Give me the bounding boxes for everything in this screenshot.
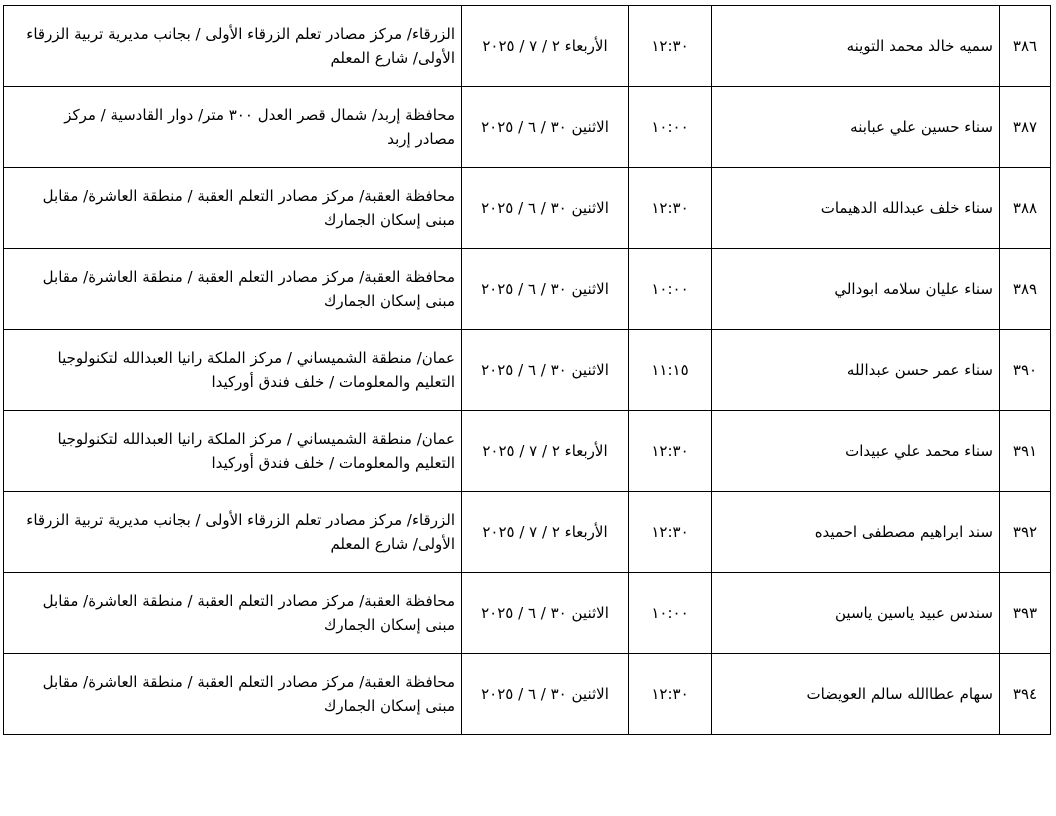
row-number-cell-text: ٣٨٩	[1012, 280, 1038, 298]
row-number-cell	[1000, 249, 1051, 330]
name-cell	[712, 492, 1000, 573]
schedule-table	[3, 5, 1051, 735]
row-number-cell	[1000, 330, 1051, 411]
location-cell-text: مبنى إسكان الجمارك	[323, 211, 455, 229]
table-row	[4, 492, 1051, 573]
name-cell-text: سناء خلف عبدالله الدهيمات	[820, 199, 993, 217]
location-cell-text: محافظة العقبة/ مركز مصادر التعلم العقبة / منطقة العاشرة/ مقابل	[42, 673, 455, 691]
time-cell-text: ١٢:٣٠	[651, 523, 689, 541]
time-cell	[629, 249, 712, 330]
time-cell	[629, 6, 712, 87]
row-number-cell	[1000, 87, 1051, 168]
row-number-cell-text: ٣٨٦	[1012, 37, 1038, 55]
date-cell-text: الاثنين ٣٠ / ٦ / ٢٠٢٥	[481, 199, 609, 217]
date-cell	[462, 654, 629, 735]
name-cell	[712, 87, 1000, 168]
name-cell-text: سند ابراهيم مصطفى احميده	[814, 523, 993, 541]
date-cell	[462, 492, 629, 573]
name-cell-text: سميه خالد محمد التوينه	[846, 37, 993, 55]
name-cell	[712, 6, 1000, 87]
time-cell	[629, 492, 712, 573]
location-cell	[4, 249, 462, 330]
date-cell	[462, 573, 629, 654]
date-cell-text: الاثنين ٣٠ / ٦ / ٢٠٢٥	[481, 361, 609, 379]
location-cell-text: الأولى/ شارع المعلم	[330, 49, 455, 67]
time-cell-text: ١٢:٣٠	[651, 442, 689, 460]
time-cell	[629, 87, 712, 168]
name-cell	[712, 654, 1000, 735]
date-cell	[462, 168, 629, 249]
table-row	[4, 168, 1051, 249]
location-cell	[4, 654, 462, 735]
date-cell	[462, 6, 629, 87]
row-number-cell	[1000, 6, 1051, 87]
location-cell	[4, 168, 462, 249]
table-row	[4, 330, 1051, 411]
table-row	[4, 6, 1051, 87]
date-cell-text: الأربعاء ٢ / ٧ / ٢٠٢٥	[482, 523, 608, 541]
table-row	[4, 411, 1051, 492]
location-cell-text: محافظة العقبة/ مركز مصادر التعلم العقبة / منطقة العاشرة/ مقابل	[42, 268, 455, 286]
location-cell-text: محافظة العقبة/ مركز مصادر التعلم العقبة / منطقة العاشرة/ مقابل	[42, 187, 455, 205]
date-cell-text: الاثنين ٣٠ / ٦ / ٢٠٢٥	[481, 604, 609, 622]
location-cell	[4, 492, 462, 573]
schedule-table-body	[4, 6, 1051, 735]
location-cell-text: مصادر إربد	[387, 130, 455, 148]
time-cell-text: ١٢:٣٠	[651, 37, 689, 55]
time-cell-text: ١١:١٥	[651, 361, 689, 379]
date-cell	[462, 249, 629, 330]
location-cell-text: محافظة إربد/ شمال قصر العدل ٣٠٠ متر/ دوار القادسية / مركز	[64, 106, 455, 124]
row-number-cell	[1000, 492, 1051, 573]
location-cell-text: الزرقاء/ مركز مصادر تعلم الزرقاء الأولى / بجانب مديرية تربية الزرقاء	[26, 511, 455, 529]
time-cell-text: ١٠:٠٠	[651, 280, 689, 298]
time-cell	[629, 573, 712, 654]
row-number-cell-text: ٣٨٧	[1012, 118, 1038, 136]
row-number-cell-text: ٣٩٤	[1012, 685, 1038, 703]
date-cell-text: الاثنين ٣٠ / ٦ / ٢٠٢٥	[481, 280, 609, 298]
name-cell	[712, 249, 1000, 330]
table-row	[4, 87, 1051, 168]
date-cell	[462, 411, 629, 492]
location-cell-text: الأولى/ شارع المعلم	[330, 535, 455, 553]
name-cell	[712, 168, 1000, 249]
row-number-cell	[1000, 573, 1051, 654]
location-cell	[4, 87, 462, 168]
name-cell-text: سناء عمر حسن عبدالله	[846, 361, 993, 379]
name-cell-text: سناء حسين علي عبابنه	[850, 118, 993, 136]
time-cell-text: ١٠:٠٠	[651, 604, 689, 622]
name-cell	[712, 330, 1000, 411]
date-cell-text: الأربعاء ٢ / ٧ / ٢٠٢٥	[482, 37, 608, 55]
time-cell	[629, 330, 712, 411]
date-cell-text: الاثنين ٣٠ / ٦ / ٢٠٢٥	[481, 118, 609, 136]
location-cell-text: عمان/ منطقة الشميساني / مركز الملكة رانيا العبدالله لتكنولوجيا	[57, 430, 455, 448]
time-cell	[629, 168, 712, 249]
time-cell	[629, 411, 712, 492]
location-cell-text: الزرقاء/ مركز مصادر تعلم الزرقاء الأولى / بجانب مديرية تربية الزرقاء	[26, 25, 455, 43]
location-cell-text: عمان/ منطقة الشميساني / مركز الملكة رانيا العبدالله لتكنولوجيا	[57, 349, 455, 367]
date-cell-text: الأربعاء ٢ / ٧ / ٢٠٢٥	[482, 442, 608, 460]
location-cell	[4, 573, 462, 654]
time-cell-text: ١٠:٠٠	[651, 118, 689, 136]
row-number-cell-text: ٣٩٠	[1012, 361, 1038, 379]
name-cell-text: سناء محمد علي عبيدات	[845, 442, 993, 460]
location-cell-text: التعليم والمعلومات / خلف فندق أوركيدا	[211, 454, 455, 472]
date-cell	[462, 330, 629, 411]
location-cell-text: محافظة العقبة/ مركز مصادر التعلم العقبة / منطقة العاشرة/ مقابل	[42, 592, 455, 610]
location-cell-text: التعليم والمعلومات / خلف فندق أوركيدا	[211, 373, 455, 391]
row-number-cell	[1000, 654, 1051, 735]
date-cell	[462, 87, 629, 168]
row-number-cell-text: ٣٩٣	[1012, 604, 1038, 622]
location-cell	[4, 411, 462, 492]
name-cell-text: سناء عليان سلامه ابودالي	[834, 280, 993, 298]
row-number-cell-text: ٣٩١	[1012, 442, 1038, 460]
location-cell-text: مبنى إسكان الجمارك	[323, 697, 455, 715]
location-cell	[4, 330, 462, 411]
row-number-cell	[1000, 168, 1051, 249]
location-cell	[4, 6, 462, 87]
row-number-cell-text: ٣٨٨	[1012, 199, 1038, 217]
table-row	[4, 654, 1051, 735]
time-cell-text: ١٢:٣٠	[651, 685, 689, 703]
row-number-cell	[1000, 411, 1051, 492]
name-cell-text: سهام عطاالله سالم العويضات	[806, 685, 993, 703]
name-cell	[712, 573, 1000, 654]
name-cell-text: سندس عبيد ياسين ياسين	[835, 604, 993, 622]
table-row	[4, 249, 1051, 330]
time-cell-text: ١٢:٣٠	[651, 199, 689, 217]
name-cell	[712, 411, 1000, 492]
location-cell-text: مبنى إسكان الجمارك	[323, 292, 455, 310]
table-row	[4, 573, 1051, 654]
location-cell-text: مبنى إسكان الجمارك	[323, 616, 455, 634]
time-cell	[629, 654, 712, 735]
row-number-cell-text: ٣٩٢	[1012, 523, 1038, 541]
date-cell-text: الاثنين ٣٠ / ٦ / ٢٠٢٥	[481, 685, 609, 703]
